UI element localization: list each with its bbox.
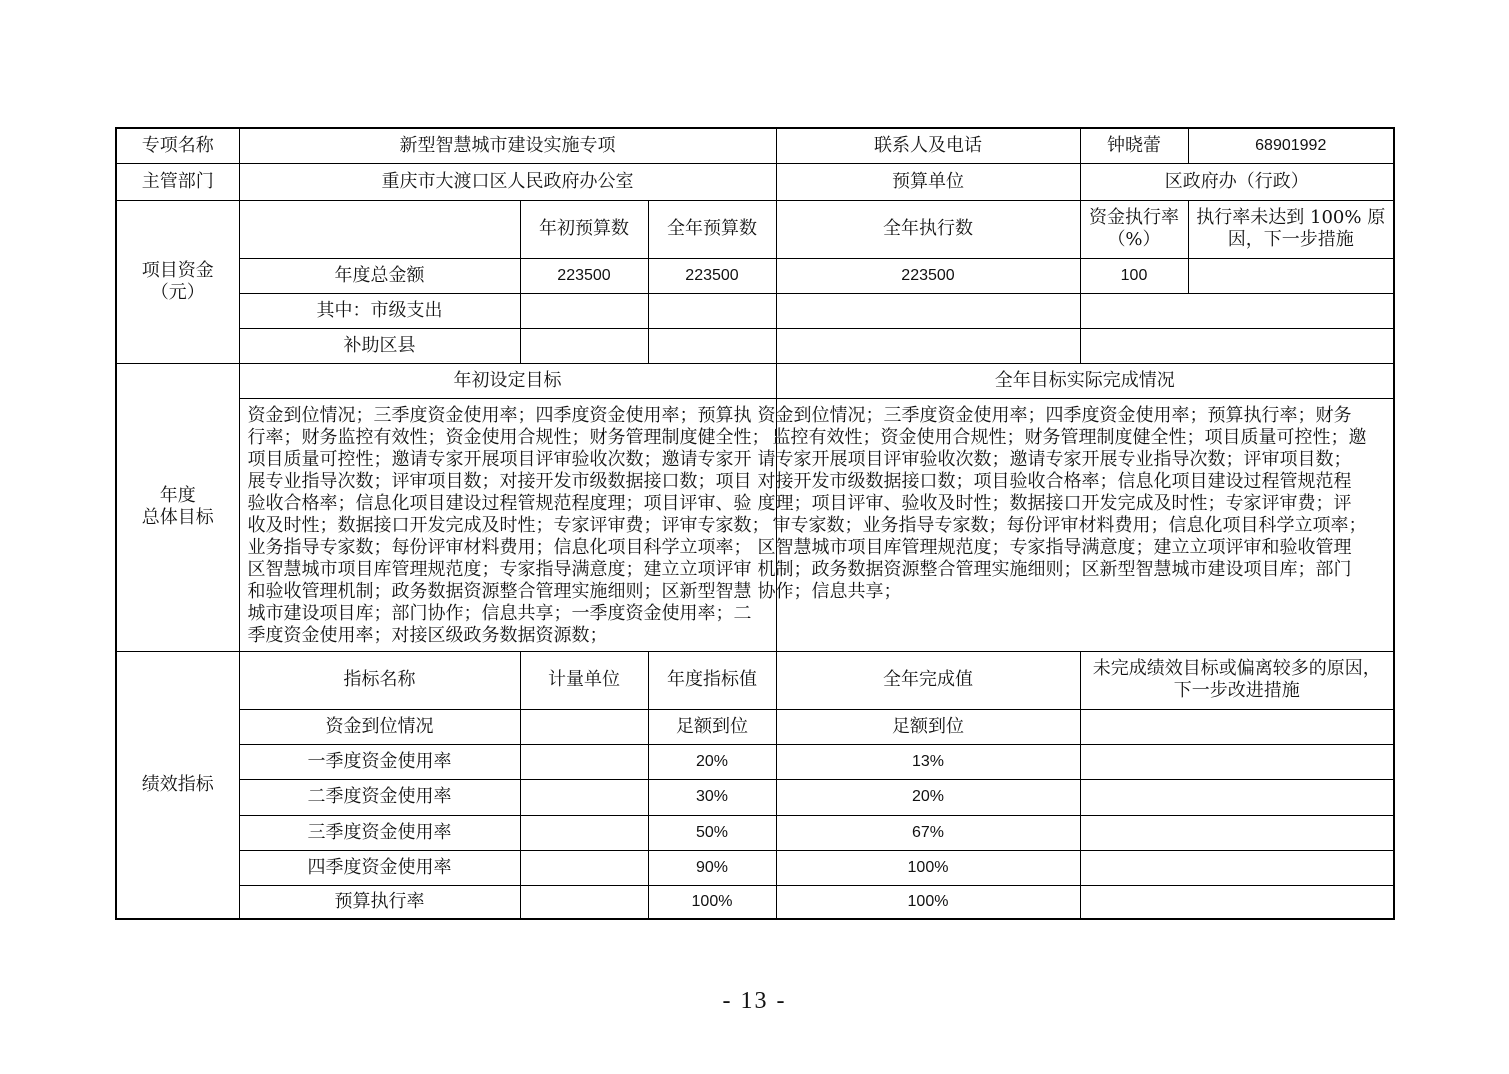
empty-cell [1080, 885, 1394, 919]
budget-unit-label: 预算单位 [776, 163, 1080, 200]
goals-actual-wrap [757, 399, 1394, 649]
row-department [116, 163, 1394, 200]
indicator-name: 三季度资金使用率 [239, 815, 520, 850]
indicator-row [116, 885, 1394, 919]
row-funds-total [116, 258, 1394, 293]
goal-text-line: 度理；项目评审、验收及时性；数据接口开发完成及时性；专家评审费；评 [757, 492, 1352, 514]
indicator-actual: 100% [776, 885, 1080, 919]
goal-text-line: 机制；政务数据资源整合管理实施细则；区新型智慧城市建设项目库；部门 [757, 558, 1352, 580]
row-funds-county [116, 328, 1394, 363]
indicator-row [116, 779, 1394, 815]
goal-text-line: 资金到位情况；三季度资金使用率；四季度资金使用率；预算执行率；财务 [757, 404, 1352, 426]
empty-cell [648, 328, 776, 363]
header-actual: 全年完成值 [776, 651, 1080, 709]
header-target: 年度指标值 [648, 651, 776, 709]
goals-set-header: 年初设定目标 [239, 363, 776, 398]
indicator-name: 资金到位情况 [239, 709, 520, 744]
empty-cell [1080, 850, 1394, 885]
goal-text-line: 收及时性；数据接口开发完成及时性；专家评审费；评审专家数； [247, 514, 770, 536]
goal-text-line: 区智慧城市项目库管理规范度；专家指导满意度；建立立项评审 [247, 558, 752, 580]
goals-set-wrap [240, 399, 776, 649]
header-reason: 未完成绩效目标或偏离较多的原因， 下一步改进措施 [1080, 651, 1394, 709]
annual-budget-value: 223500 [648, 258, 776, 293]
indicator-target: 20% [648, 744, 776, 779]
header-annual-budget: 全年预算数 [648, 200, 776, 258]
contact-phone: 68901992 [1188, 128, 1394, 163]
indicators-section-label: 绩效指标 [116, 651, 239, 919]
goals-actual-cell [757, 398, 1394, 651]
budget-unit-value: 区政府办（行政） [1080, 163, 1394, 200]
empty-cell [1080, 293, 1394, 328]
empty-cell [520, 850, 648, 885]
indicator-actual: 13% [776, 744, 1080, 779]
empty-cell [520, 744, 648, 779]
empty-cell [239, 200, 520, 258]
empty-cell [648, 293, 776, 328]
goal-text-line: 协作；信息共享； [757, 580, 902, 602]
indicator-name: 一季度资金使用率 [239, 744, 520, 779]
row-goals-header [116, 363, 1394, 398]
goal-text-line: 展专业指导次数；评审项目数；对接开发市级数据接口数；项目 [247, 470, 752, 492]
row-funds-header [116, 200, 1394, 258]
header-annual-execution: 全年执行数 [776, 200, 1080, 258]
goal-text-line: 和验收管理机制；政务数据资源整合管理实施细则；区新型智慧 [247, 580, 752, 602]
funds-row-label: 补助区县 [239, 328, 520, 363]
indicator-actual: 67% [776, 815, 1080, 850]
empty-cell [1080, 328, 1394, 363]
page-number: - 13 - [722, 988, 787, 1014]
indicator-target: 50% [648, 815, 776, 850]
empty-cell [1080, 709, 1394, 744]
goal-text-line: 请专家开展项目评审验收次数；邀请专家开展专业指导次数；评审项目数； [757, 448, 1352, 470]
row-funds-city [116, 293, 1394, 328]
goals-set-cell [239, 398, 776, 651]
header-unit: 计量单位 [520, 651, 648, 709]
empty-cell [520, 709, 648, 744]
indicator-actual: 100% [776, 850, 1080, 885]
indicator-row [116, 850, 1394, 885]
row-indicators-header [116, 651, 1394, 709]
goals-actual-header: 全年目标实际完成情况 [776, 363, 1394, 398]
annual-execution-value: 223500 [776, 258, 1080, 293]
indicator-name: 二季度资金使用率 [239, 779, 520, 815]
empty-cell [776, 293, 1080, 328]
goal-text-line: 城市建设项目库；部门协作；信息共享；一季度资金使用率；二 [247, 602, 752, 624]
funds-row-label: 其中：市级支出 [239, 293, 520, 328]
row-project-name [116, 128, 1394, 163]
header-indicator-name: 指标名称 [239, 651, 520, 709]
goal-text-line: 资金到位情况；三季度资金使用率；四季度资金使用率；预算执 [247, 404, 752, 426]
project-name-label: 专项名称 [116, 128, 239, 163]
goal-text-line: 行率；财务监控有效性；资金使用合规性；财务管理制度健全性； [247, 426, 770, 448]
goals-set-text [248, 405, 770, 647]
empty-cell [520, 885, 648, 919]
goal-text-line: 季度资金使用率；对接区级政务数据资源数； [247, 624, 608, 646]
goal-text-line: 业务指导专家数；每份评审材料费用；信息化项目科学立项率； [247, 536, 752, 558]
header-execution-rate: 资金执行率 （%） [1080, 200, 1188, 258]
funds-section-label: 项目资金 （元） [116, 200, 239, 363]
indicator-target: 30% [648, 779, 776, 815]
empty-cell [1080, 815, 1394, 850]
goal-text-line: 对接开发市级数据接口数；项目验收合格率；信息化项目建设过程管规范程 [757, 470, 1352, 492]
goal-text-line: 验收合格率；信息化项目建设过程管规范程度理；项目评审、验 [247, 492, 752, 514]
funds-row-label: 年度总金额 [239, 258, 520, 293]
dept-label: 主管部门 [116, 163, 239, 200]
contact-label: 联系人及电话 [776, 128, 1080, 163]
empty-cell [520, 293, 648, 328]
empty-cell [776, 328, 1080, 363]
goals-section-label: 年度 总体目标 [116, 363, 239, 651]
indicator-target: 100% [648, 885, 776, 919]
empty-cell [520, 815, 648, 850]
header-initial-budget: 年初预算数 [520, 200, 648, 258]
goals-actual-text [758, 405, 1367, 603]
indicator-row [116, 744, 1394, 779]
indicator-name: 预算执行率 [239, 885, 520, 919]
goal-text-line: 项目质量可控性；邀请专家开展项目评审验收次数；邀请专家开 [247, 448, 752, 470]
indicator-name: 四季度资金使用率 [239, 850, 520, 885]
indicator-target: 90% [648, 850, 776, 885]
indicator-actual: 足额到位 [776, 709, 1080, 744]
empty-cell [520, 779, 648, 815]
indicator-row [116, 709, 1394, 744]
goal-text-line: 监控有效性；资金使用合规性；财务管理制度健全性；项目质量可控性；邀 [772, 426, 1367, 448]
project-name-value: 新型智慧城市建设实施专项 [239, 128, 776, 163]
contact-name: 钟晓蕾 [1080, 128, 1188, 163]
execution-rate-value: 100 [1080, 258, 1188, 293]
indicator-actual: 20% [776, 779, 1080, 815]
indicator-target: 足额到位 [648, 709, 776, 744]
empty-cell [1188, 258, 1394, 293]
row-goals-text [116, 398, 1394, 651]
empty-cell [1080, 779, 1394, 815]
goal-text-line: 区智慧城市项目库管理规范度；专家指导满意度；建立立项评审和验收管理 [757, 536, 1352, 558]
header-shortfall-reason: 执行率未达到 100% 原 因，下一步措施 [1188, 200, 1394, 258]
project-performance-table [115, 127, 1395, 920]
empty-cell [520, 328, 648, 363]
indicator-row [116, 815, 1394, 850]
empty-cell [1080, 744, 1394, 779]
dept-value: 重庆市大渡口区人民政府办公室 [239, 163, 776, 200]
goal-text-line: 审专家数；业务指导专家数；每份评审材料费用；信息化项目科学立项率； [772, 514, 1367, 536]
initial-budget-value: 223500 [520, 258, 648, 293]
